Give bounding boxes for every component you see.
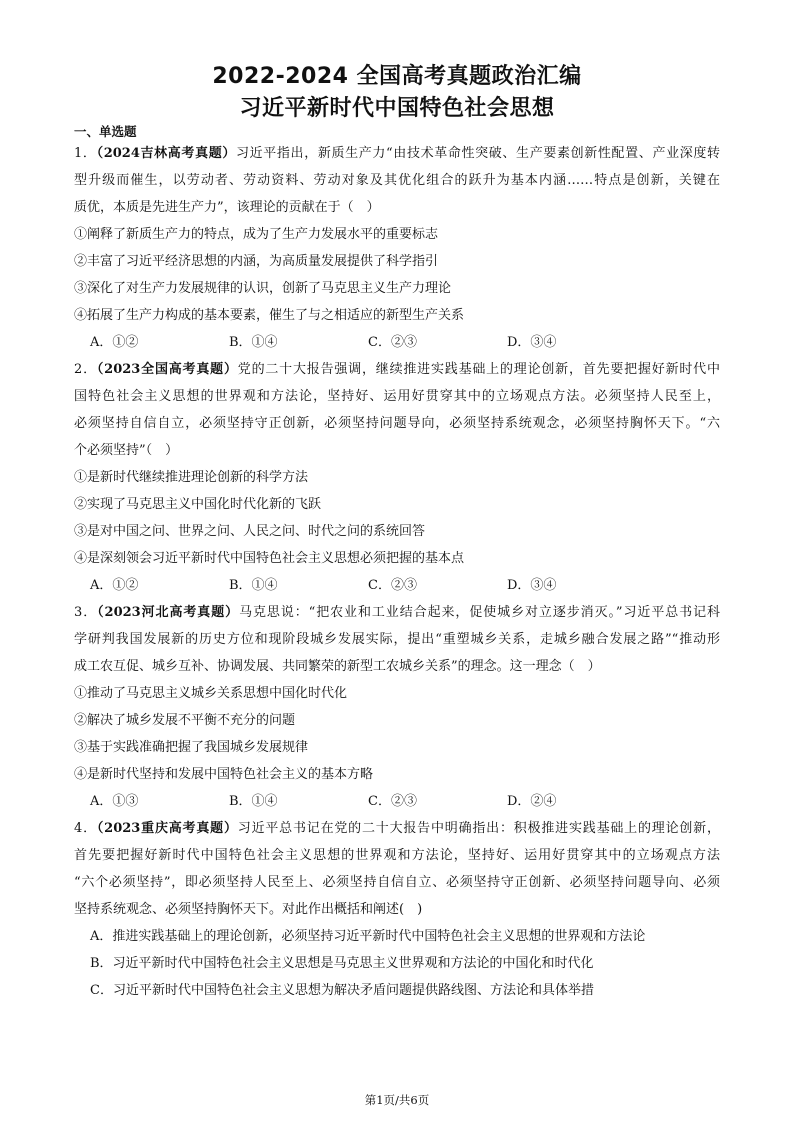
question-3-statement-1: ①推动了马克思主义城乡关系思想中国化时代化 bbox=[74, 686, 348, 701]
question-4-source: （2023重庆高考真题） bbox=[96, 821, 238, 836]
section-heading: 一、单选题 bbox=[74, 124, 137, 139]
question-2-line-3: 必须坚持自信自立，必须坚持守正创新，必须坚持问题导向，必须坚持系统观念，必须坚持胸怀天下。“六 bbox=[74, 416, 720, 431]
question-3-option-d: D．②④ bbox=[507, 794, 557, 809]
question-2-option-c: C．②③ bbox=[368, 578, 417, 593]
question-3 bbox=[74, 599, 720, 815]
question-4-option-c: C．习近平新时代中国特色社会主义思想为解决矛盾问题提供路线图、方法论和具体举措 bbox=[90, 983, 594, 998]
question-1-statement-1: ①阐释了新质生产力的特点，成为了生产力发展水平的重要标志 bbox=[74, 227, 439, 242]
question-1-source: （2024吉林高考真题） bbox=[96, 146, 236, 161]
question-3-statement-4: ④是新时代坚持和发展中国特色社会主义的基本方略 bbox=[74, 767, 374, 782]
question-4-stem-1: 习近平总书记在党的二十大报告中明确指出：积极推进实践基础上的理论创新， bbox=[237, 821, 720, 836]
question-3-line-2: 学研判我国发展新的历史方位和现阶段城乡发展实际，提出“重塑城乡关系，走城乡融合发展之路”“推动形 bbox=[74, 632, 720, 647]
question-2-number: 2． bbox=[74, 362, 97, 377]
question-2-option-a: A．①② bbox=[90, 578, 139, 593]
question-3-statement-3: ③基于实践准确把握了我国城乡发展规律 bbox=[74, 740, 309, 755]
question-2 bbox=[74, 356, 720, 599]
question-2-stem-1: 党的二十大报告强调，继续推进实践基础上的理论创新，首先要把握好新时代中 bbox=[237, 362, 720, 377]
question-3-source: （2023河北高考真题） bbox=[97, 605, 240, 620]
question-4-line-1 bbox=[74, 815, 720, 842]
question-4 bbox=[74, 815, 720, 1004]
question-1-option-c: C．②③ bbox=[368, 335, 417, 350]
question-2-source: （2023全国高考真题） bbox=[96, 362, 238, 377]
question-3-stem-1: 马克思说：“把农业和工业结合起来，促使城乡对立逐步消灭。”习近平总书记科 bbox=[239, 605, 720, 620]
question-1-stem-1: 习近平指出，新质生产力“由技术革命性突破、生产要素创新性配置、产业深度转 bbox=[236, 146, 720, 161]
question-4-number: 4． bbox=[74, 821, 97, 836]
question-1-option-b: B．①④ bbox=[229, 335, 278, 350]
question-3-options bbox=[74, 788, 720, 815]
question-4-line-2: 首先要把握好新时代中国特色社会主义思想的世界观和方法论，坚持好、运用好贯穿其中的立场观点方法 bbox=[74, 848, 720, 863]
question-list bbox=[74, 140, 720, 1004]
question-3-number: 3． bbox=[74, 605, 98, 620]
question-1-statement-4: ④拓展了生产力构成的基本要素，催生了与之相适应的新型生产关系 bbox=[74, 308, 465, 323]
question-2-statement-2: ②实现了马克思主义中国化时代化新的飞跃 bbox=[74, 497, 322, 512]
page-number: 第1页/共6页 bbox=[364, 1093, 430, 1107]
question-3-statement-2: ②解决了城乡发展不平衡不充分的问题 bbox=[74, 713, 296, 728]
question-1-statement-3: ③深化了对生产力发展规律的认识，创新了马克思主义生产力理论 bbox=[74, 281, 452, 296]
question-1-number: 1． bbox=[74, 146, 97, 161]
question-1-line-1 bbox=[74, 140, 720, 167]
question-1-line-3: 质优，本质是先进生产力”，该理论的贡献在于（ ） bbox=[74, 200, 380, 215]
question-4-line-4: 坚持系统观念、必须坚持胸怀天下。对此作出概括和阐述( ) bbox=[74, 902, 423, 917]
document-title-line2: 习近平新时代中国特色社会思想 bbox=[239, 96, 555, 121]
question-2-line-1 bbox=[74, 356, 720, 383]
question-2-options bbox=[74, 572, 720, 599]
question-1 bbox=[74, 140, 720, 356]
question-2-statement-1: ①是新时代继续推进理论创新的科学方法 bbox=[74, 470, 309, 485]
question-4-option-b: B．习近平新时代中国特色社会主义思想是马克思主义世界观和方法论的中国化和时代化 bbox=[90, 956, 594, 971]
question-4-line-3: “六个必须坚持”，即必须坚持人民至上、必须坚持自信自立、必须坚持守正创新、必须坚持问题导向、必须 bbox=[74, 875, 720, 890]
question-3-option-a: A．①③ bbox=[90, 794, 139, 809]
question-1-line-2: 型升级而催生，以劳动者、劳动资料、劳动对象及其优化组合的跃升为基本内涵……特点是创新，关键在 bbox=[74, 173, 720, 188]
question-3-line-3: 成工农互促、城乡互补、协调发展、共同繁荣的新型工农城乡关系”的理念。这一理念（ ） bbox=[74, 659, 601, 674]
question-4-option-a: A．推进实践基础上的理论创新，必须坚持习近平新时代中国特色社会主义思想的世界观和方法论 bbox=[90, 929, 646, 944]
question-2-option-d: D．③④ bbox=[507, 578, 557, 593]
question-1-option-a: A．①② bbox=[90, 335, 139, 350]
document-title-line1: 2022-2024 全国高考真题政治汇编 bbox=[212, 64, 582, 89]
question-3-option-c: C．②③ bbox=[368, 794, 417, 809]
question-1-options bbox=[74, 329, 720, 356]
question-1-option-d: D．③④ bbox=[507, 335, 557, 350]
question-2-statement-4: ④是深刻领会习近平新时代中国特色社会主义思想必须把握的基本点 bbox=[74, 551, 465, 566]
question-3-option-b: B．①④ bbox=[229, 794, 278, 809]
question-2-statement-3: ③是对中国之问、世界之问、人民之问、时代之问的系统回答 bbox=[74, 524, 426, 539]
question-2-option-b: B．①④ bbox=[229, 578, 278, 593]
question-1-statement-2: ②丰富了习近平经济思想的内涵，为高质量发展提供了科学指引 bbox=[74, 254, 439, 269]
question-2-line-4: 个必须坚持”（ ） bbox=[74, 443, 179, 458]
question-2-line-2: 国特色社会主义思想的世界观和方法论，坚持好、运用好贯穿其中的立场观点方法。必须坚持人民至上， bbox=[74, 389, 720, 404]
question-3-line-1 bbox=[74, 599, 720, 626]
